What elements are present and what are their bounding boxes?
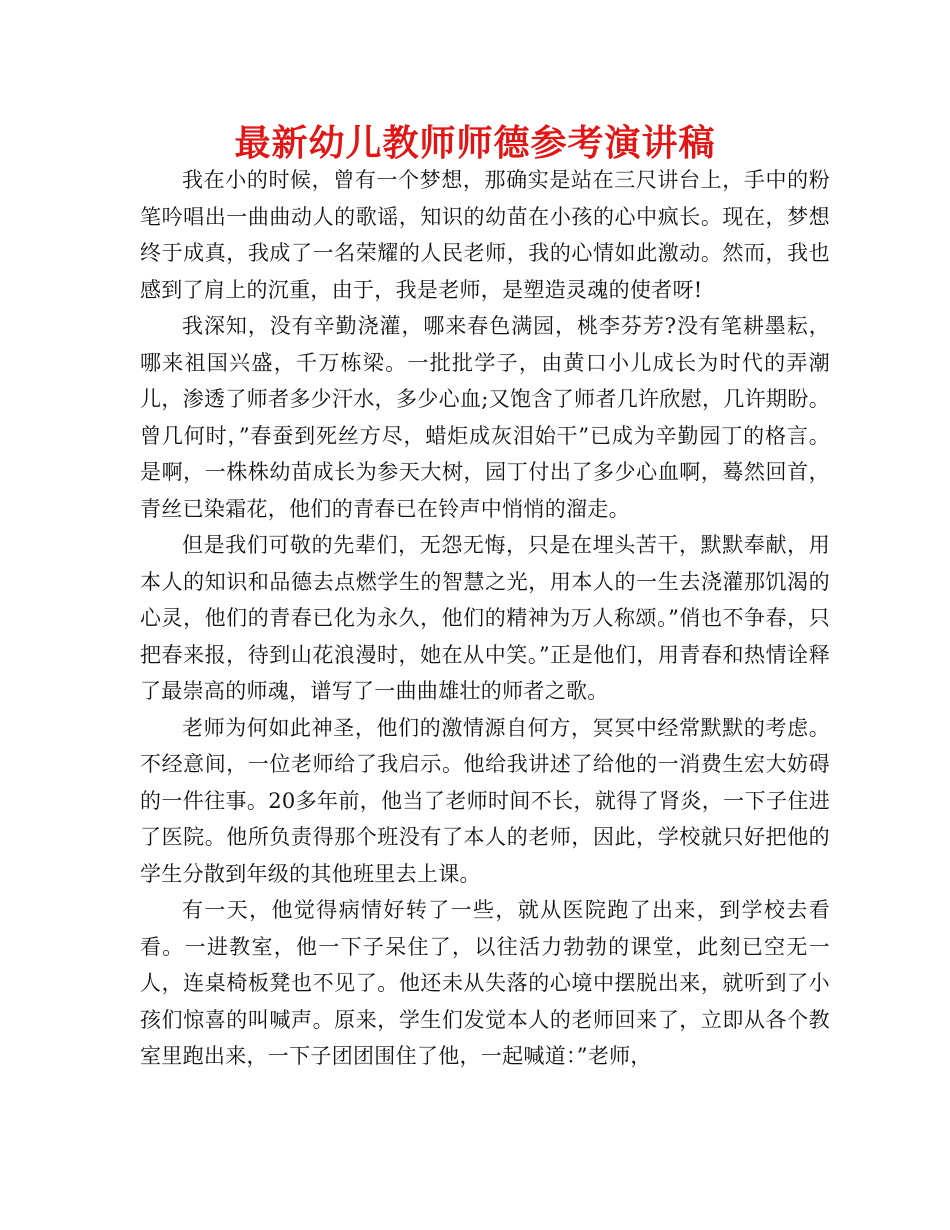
paragraph: 老师为何如此神圣，他们的激情源自何方，冥冥中经常默默的考虑。不经意间，一位老师给了我启示。他给我讲述了给他的一消费生宏大妨碍的一件往事。20多年前，他当了老师时间不长，就得了肾炎，一下子住进了医院。他所负责得那个班没有了本人的老师，因此，学校就只好把他的学生分散到年级的其他班里去上课。 (140, 715, 830, 886)
paragraph: 我在小的时候，曾有一个梦想，那确实是站在三尺讲台上，手中的粉笔吟唱出一曲曲动人的歌谣，知识的幼苗在小孩的心中疯长。现在，梦想终于成真，我成了一名荣耀的人民老师，我的心情如此激动。然而，我也感到了肩上的沉重，由于，我是老师，是塑造灵魂的使者呀! (140, 168, 830, 302)
document-body (140, 162, 830, 1075)
paragraph: 有一天，他觉得病情好转了一些，就从医院跑了出来，到学校去看看。一进教室，他一下子呆住了，以往活力勃勃的课堂，此刻已空无一人，连桌椅板凳也不见了。他还未从失落的心境中摆脱出来，就听到了小孩们惊喜的叫喊声。原来，学生们发觉本人的老师回来了，立即从各个教室里跑出来，一下子团团围住了他，一起喊道：”老师， (140, 898, 830, 1068)
paragraph: 我深知，没有辛勤浇灌，哪来春色满园，桃李芬芳?没有笔耕墨耘，哪来祖国兴盛，千万栋梁。一批批学子，由黄口小儿成长为时代的弄潮儿，渗透了师者多少汗水，多少心血;又饱含了师者几许欣慰，几许期盼。曾几何时，”春蚕到死丝方尽，蜡炬成灰泪始干”已成为辛勤园丁的格言。是啊，一株株幼苗成长为参天大树，园丁付出了多少心血啊，蓦然回首，青丝已染霜花，他们的青春已在铃声中悄悄的溜走。 (140, 314, 830, 521)
document-title: 最新幼儿教师师德参考演讲稿 (234, 123, 716, 164)
paragraph: 但是我们可敬的先辈们，无怨无悔，只是在埋头苦干，默默奉献，用本人的知识和品德去点燃学生的智慧之光，用本人的一生去浇灌那饥渴的心灵，他们的青春已化为永久，他们的精神为万人称颂。”俏也不争春，只把春来报，待到山花浪漫时，她在从中笑。”正是他们，用青春和热情诠释了最崇高的师魂，谱写了一曲曲雄壮的师者之歌。 (140, 533, 830, 703)
